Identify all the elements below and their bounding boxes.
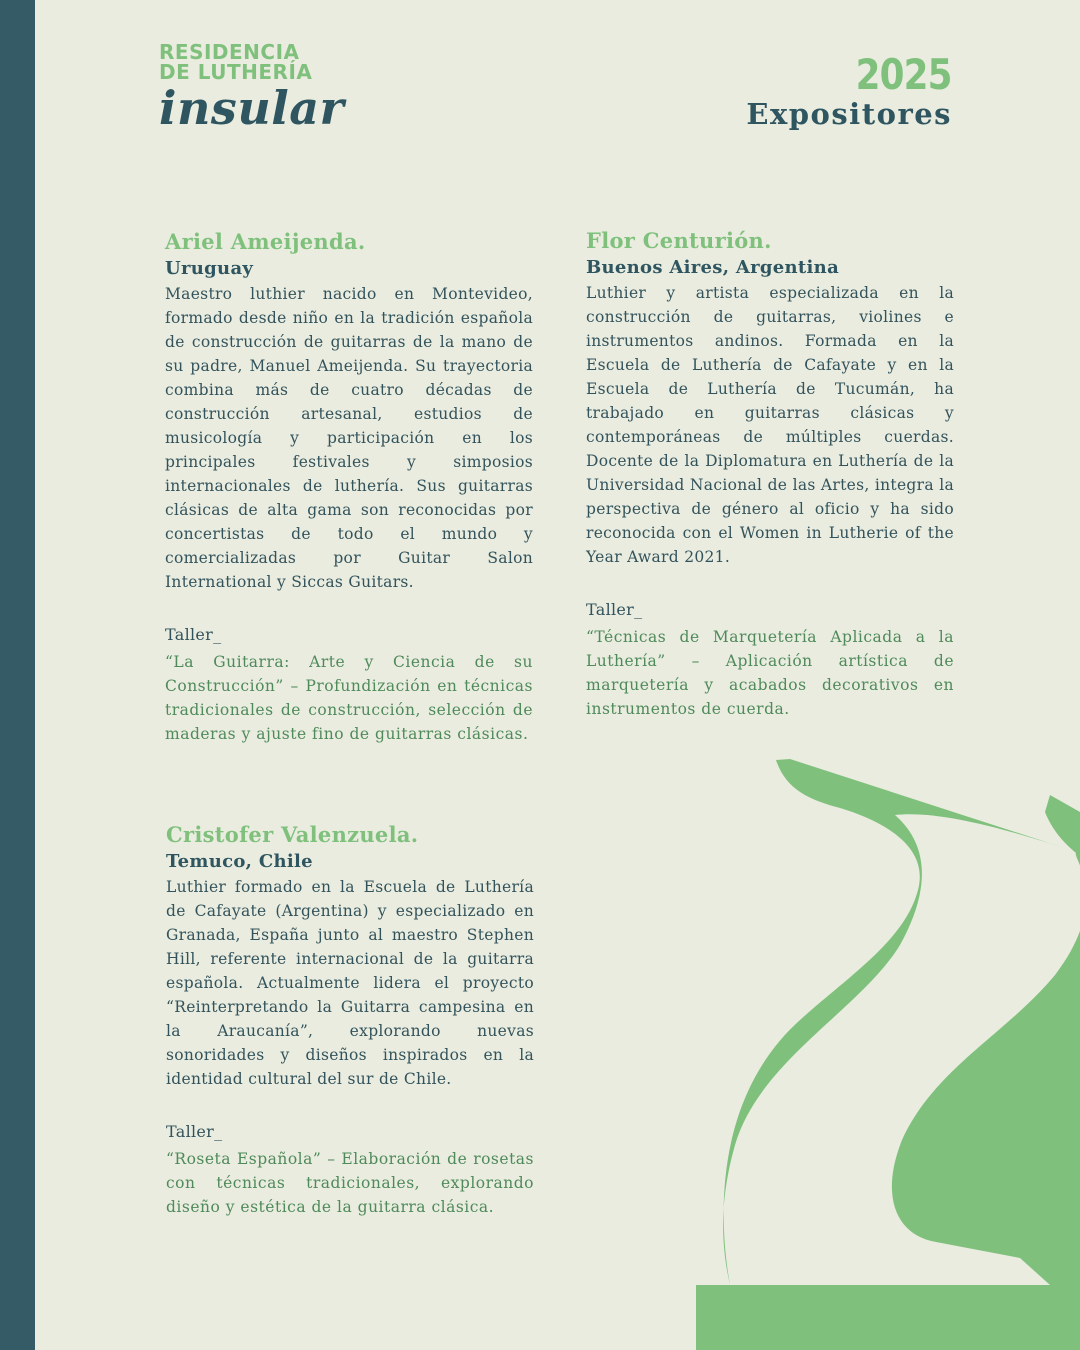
exhibitor-place: Buenos Aires, Argentina [586, 257, 840, 278]
taller-label: Taller_ [165, 625, 222, 644]
taller-description: “Roseta Española” – Elaboración de rosetas con técnicas tradicionales, explorando diseño y estética de la guitarra clásica. [166, 1150, 534, 1216]
year: 2025 [856, 50, 952, 99]
taller-description: “Técnicas de Marquetería Aplicada a la Luthería” – Aplicación artística de marquetería y acabados decorativos en instrumentos de cuerda. [586, 628, 954, 718]
logo-line-1: RESIDENCIA [159, 40, 300, 64]
logo-line-2: DE LUTHERÍA [159, 60, 313, 84]
exhibitor-name: Flor Centurión. [586, 228, 772, 253]
exhibitor-name: Ariel Ameijenda. [165, 229, 366, 254]
exhibitor-name: Cristofer Valenzuela. [166, 822, 419, 847]
exhibitor-bio: Maestro luthier nacido en Montevideo, formado desde niño en la tradición española de construcción de guitarras de la mano de su padre, Manuel Ameijenda. Su trayectoria combina más de cuatro décadas de construcción artesanal, estudios de musicología y participación en los principales festivales y simposios internacionales de luthería. Sus guitarras clásicas de alta gama son reconocidas por concertistas de todo el mundo y comercializadas por Guitar Salon International y Siccas Guitars. [165, 285, 533, 591]
decorative-scroll-tip [1045, 795, 1080, 856]
decorative-scroll-shape [696, 759, 1080, 1350]
taller-description: “La Guitarra: Arte y Ciencia de su Construcción” – Profundización en técnicas tradicionales de construcción, selección de maderas y ajuste fino de guitarras clásicas. [165, 653, 533, 743]
taller-label: Taller_ [586, 600, 643, 619]
page-title: Expositores [746, 97, 952, 131]
exhibitor-place: Uruguay [165, 258, 254, 279]
taller-label: Taller_ [166, 1122, 223, 1141]
exhibitor-bio: Luthier formado en la Escuela de Luthería de Cafayate (Argentina) y especializado en Granada, España junto al maestro Stephen Hill, referente internacional de la guitarra española. Actualmente lidera el proyecto “Reinterpretando la Guitarra campesina en la Araucanía”, explorando nuevas sonoridades y diseños inspirados en la identidad cultural del sur de Chile. [166, 878, 534, 1088]
exhibitor-bio: Luthier y artista especializada en la construcción de guitarras, violines e instrumentos andinos. Formada en la Escuela de Luthería de Cafayate y en la Escuela de Luthería de Tucumán, ha trabajado en guitarras clásicas y contemporáneas de múltiples cuerdas. Docente de la Diplomatura en Luthería de la Universidad Nacional de las Artes, integra la perspectiva de género al oficio y ha sido reconocida con el Women in Lutherie of the Year Award 2021. [586, 284, 954, 566]
logo-script: insular [159, 81, 345, 135]
exhibitor-place: Temuco, Chile [166, 851, 313, 872]
